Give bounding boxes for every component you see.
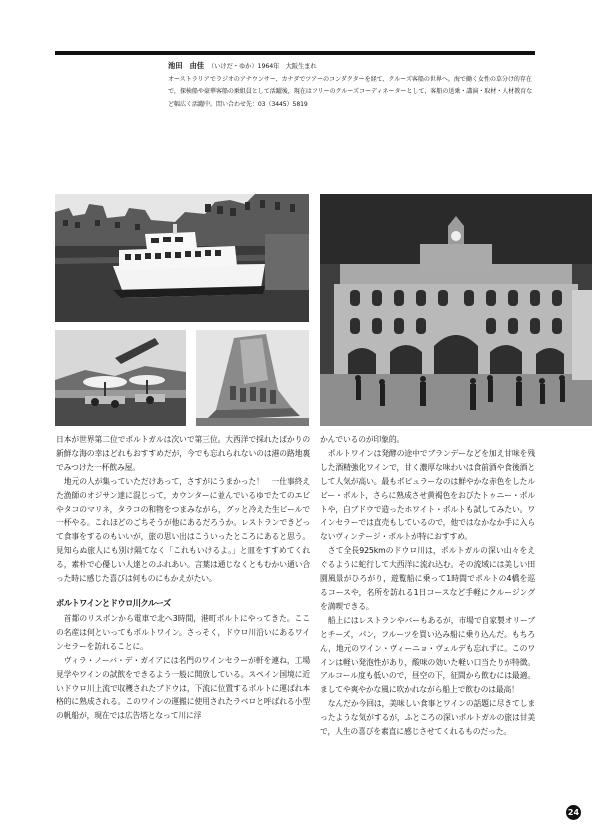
section-heading: ポルトワインとドウロ川クルーズ [56, 597, 171, 608]
article-column-left [56, 433, 310, 723]
river-boat-photo [55, 194, 309, 322]
monument-photo [196, 330, 309, 426]
article-paragraph: 地元の人が集っていただけあって，さすがにうまかった！ 一仕事終えた漁師のオジサン達に混じって，カウンターに並んでいるゆでたてのエビやタコのマリネ，タラコの和物をつまみながら，グッと冷えた生ビールで一杯やる。これほどのごちそうが他にあるだろうか。レストランできどって食事をするのもいいが，旅の思い出はこういったところにあると思う。見知らぬ旅人にも別け隔てなく「これもいけるよ。」と皿をすすめてくれる，素朴で心優しい人達とのふれあい。言葉は通じなくともむかい通い合った時に感じた喜びは何ものにもかえがたい。 [56, 476, 310, 584]
article-paragraph: かんでいるのが印象的。 [320, 435, 405, 444]
article-paragraph: ヴィラ・ノーバ・デ・ガイアには名門のワインセラーが軒を連ね，工場見学やワインの試飲をできるよう一般に開放している。スペイン国境に近いドウロ川上流で収穫されたブドウは，下流に位置するポルトに運ばれ本格的に熟成される。このワインの運搬に使用されたラベロと呼ばれる小型の帆船が，現在では広告塔となって川に浮 [56, 655, 310, 721]
header-rule [55, 51, 535, 55]
author-info: （いけだ・ゆか）1964年 大阪生まれ [207, 63, 317, 70]
author-bio: オーストラリアでラジオのアナウンサー、カナダでツアーのコンダクターを経て、クルーズ客船の世界へ。海で働く女性の草分け的存在で，探検船や豪華客船の乗組員として活躍後，現在はフリーのクルーズコーディネーターとして，客船の送乗・講演・取材・人材教育など幅広く活躍中。問い合わせ先：03（3445）5819 [168, 75, 533, 108]
article-paragraph: なんだか今回は，美味しい食事とワインの話題に尽きてしまったような気がするが，ふところの深いポルトガルの旅は甘美で，人生の喜びを素直に感じさせてくれるものだった。 [320, 699, 535, 737]
article-paragraph: 首都のリスボンから電車で北へ3時間，港町ポルトにやってきた。ここの名産は何といってもポルトワイン。さっそく，ドウロ川沿いにあるワインセラーを訪れることに。 [56, 613, 310, 651]
author-profile [168, 60, 538, 111]
article-paragraph: 日本が世界第二位でポルトガルは次いで第三位。大西洋で採れたばかりの新鮮な海の幸はどれもおすすめだが，今でも忘れられないのは港の路地裏でみつけた一杯飲み屋。 [56, 435, 310, 472]
riverside-cafe-photo [55, 330, 186, 426]
page-number: 24 [566, 805, 581, 820]
article-paragraph: さて全長925kmのドウロ川は，ポルトガルの深い山々をえぐるように蛇行して大西洋に流れ込む。その流域には美しい田園風景がひろがり，遊覧船に乗って1時間でポルトの4橋を巡るコースや，名所を訪れる1日コースなど手軽にクルージングを満喫できる。 [320, 546, 535, 611]
article-column-right [320, 433, 535, 739]
author-name: 池田 由佳 [168, 61, 204, 70]
station-facade-photo [320, 194, 592, 426]
article-paragraph: 船上にはレストランやバーもあるが，市場で自家製オリーブとチーズ，パン，フルーツを買い込み船に乗り込んだ。もちろん，地元のワイン・ヴィーニョ・ヴェルデも忘れずに。このワインは軽い発泡性があり，酸味の効いた軽い口当たりが特徴。アルコール度も低いので，昼空の下，征間から飲むには最適。ましてや爽やかな風に吹かれながら船上で飲むのは最高！ [320, 615, 535, 695]
article-paragraph: ポルトワインは発酵の途中でブランデーなどを加え甘味を残した酒精強化ワインで，甘く濃厚な味わいは食前酒や食後酒として人気が高い。最もポピュラーなのは鮮やかな赤色をしたルビー・ポルト，さらに熟成させ黄褐色をおびたトゥニー・ポルトや，白ブドウで造ったホワイト・ポルトも試してみたい。ワインセラーでは直売もしているので，他ではなかなか手に入らないヴィンテージ・ポルトが特におすすめ。 [320, 448, 535, 542]
